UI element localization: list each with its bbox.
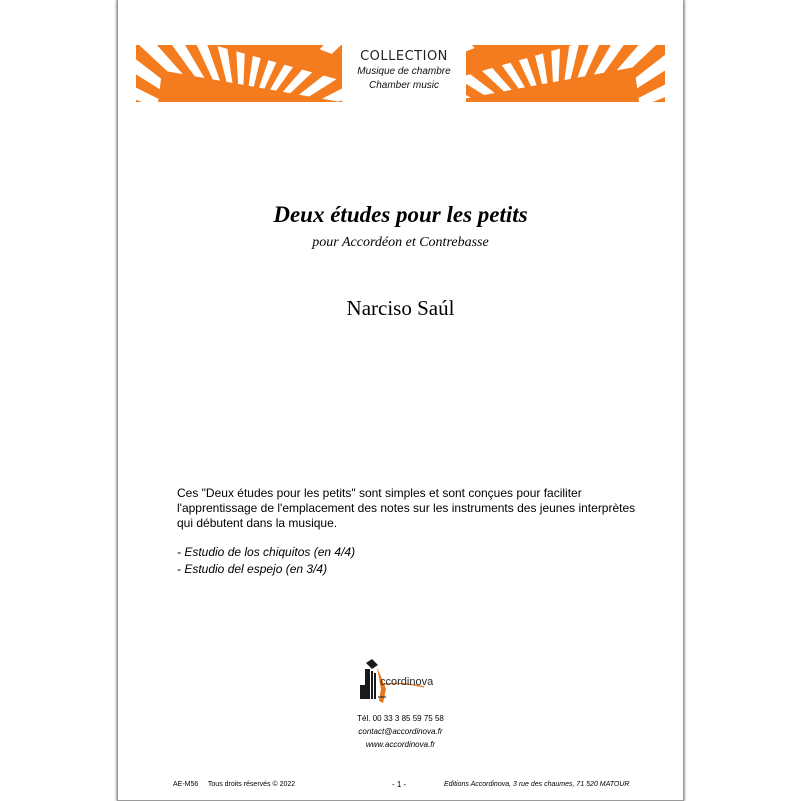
rights-notice: Tous droits réservés © 2022 (207, 781, 296, 788)
publisher-phone: Tél. 00 33 3 85 59 75 58 (357, 714, 444, 723)
composer-name: Narciso Saúl (346, 296, 455, 320)
work-title: Deux études pour les petits (273, 202, 528, 227)
collection-subtitle-fr: Musique de chambre (357, 66, 451, 77)
work-subtitle: pour Accordéon et Contrebasse (312, 235, 489, 250)
catalog-code: AE-M56 (173, 781, 199, 788)
publisher-website[interactable]: www.accordinova.fr (365, 740, 436, 749)
work-description: Ces "Deux études pour les petits" sont simples et sont conçues pour faciliter l'apprentissage de l'emplacement des notes sur les instruments des jeunes interprètes qui débutent dans la musique. (177, 486, 636, 530)
publisher-logo-text: ccordinova (380, 676, 434, 688)
publisher-email[interactable]: contact@accordinova.fr (358, 727, 443, 736)
collection-banner (136, 45, 665, 102)
piece-item: - Estudio de los chiquitos (en 4/4) (177, 545, 356, 559)
piece-list (177, 544, 577, 578)
publisher-contact (118, 712, 683, 751)
piece-item: - Estudio del espejo (en 3/4) (177, 562, 328, 576)
footer-left (173, 781, 295, 788)
page-number: - 1 - (392, 780, 407, 789)
collection-title: COLLECTION (360, 49, 448, 64)
score-cover-page (117, 0, 684, 801)
collection-label-box (342, 45, 466, 102)
collection-subtitle-en: Chamber music (368, 80, 440, 91)
publisher-logo (358, 655, 448, 715)
publisher-address: Editions Accordinova, 3 rue des chaumes, 71 520 MATOUR (444, 781, 630, 788)
